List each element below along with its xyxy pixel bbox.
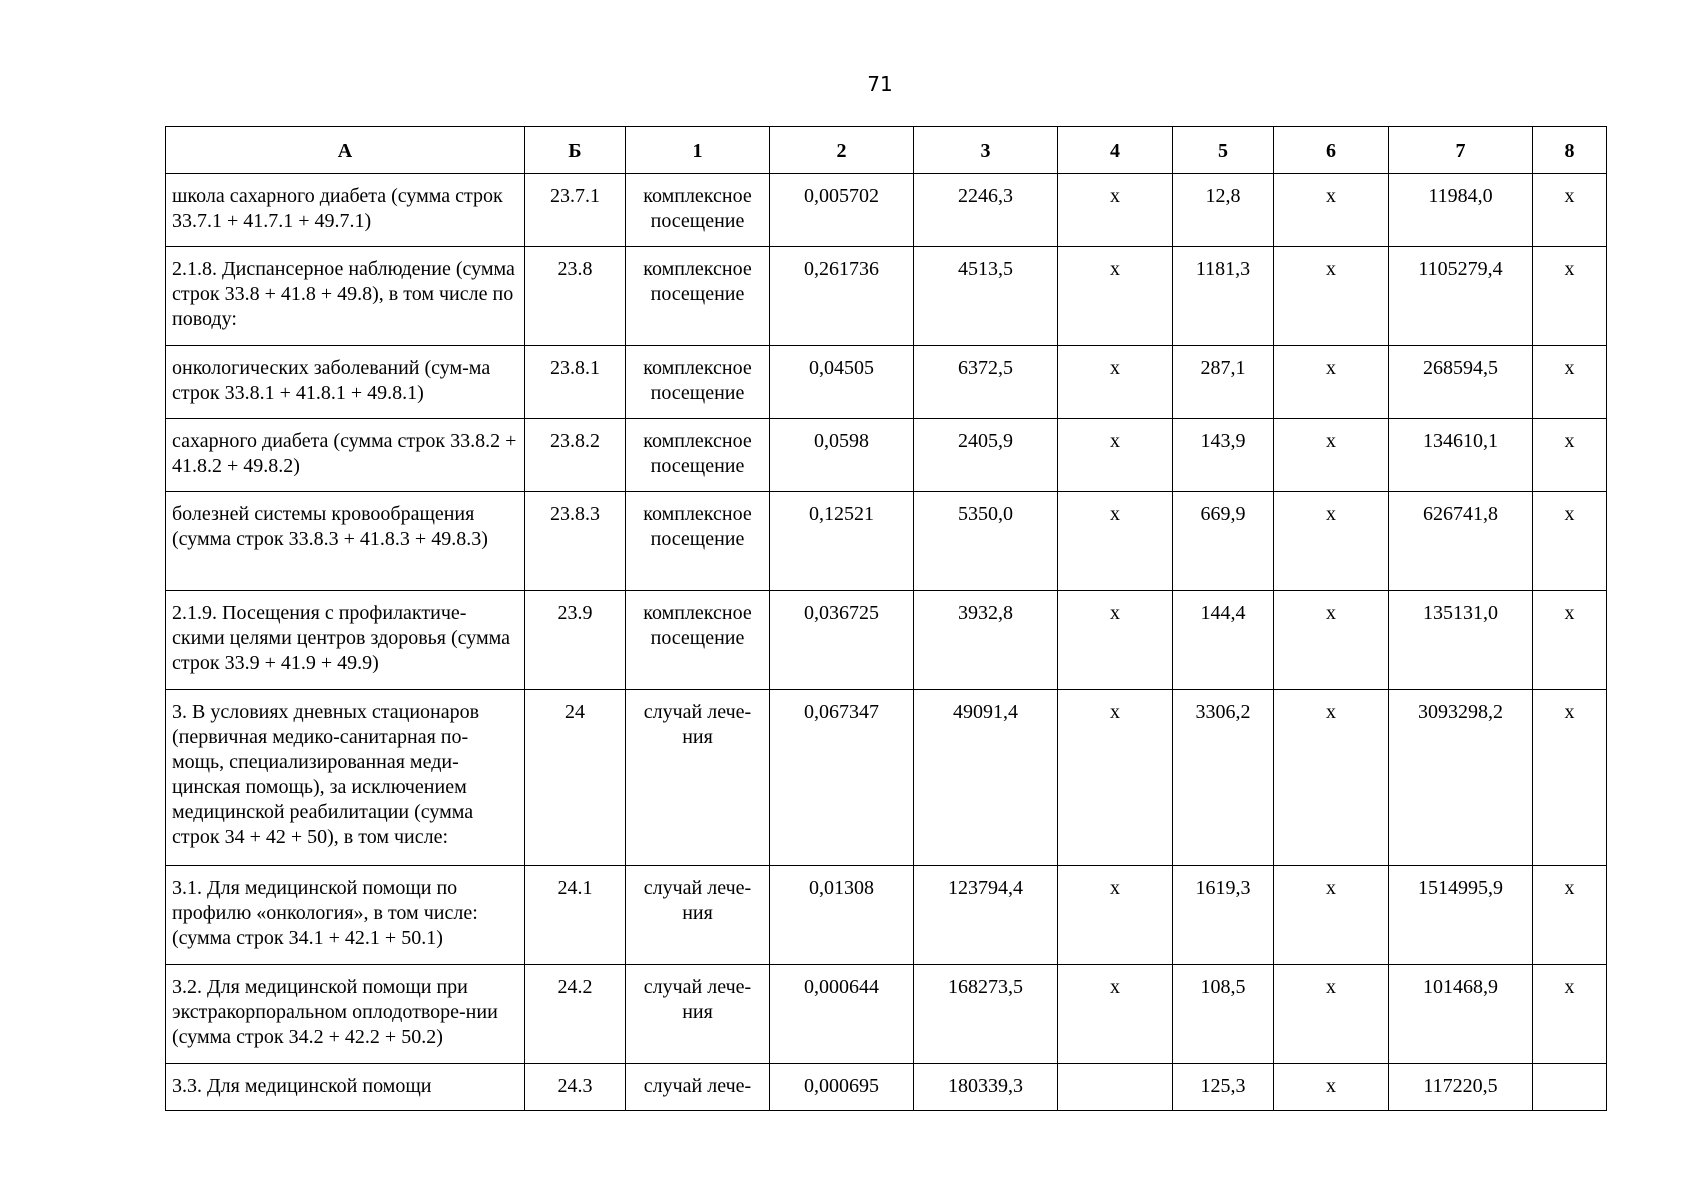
row-value-8: х (1533, 965, 1607, 1064)
row-value-5: 108,5 (1173, 965, 1274, 1064)
row-code: 23.8.1 (525, 346, 626, 419)
row-value-7: 3093298,2 (1389, 690, 1533, 866)
row-label: школа сахарного диабета (сумма строк 33.7.1 + 41.7.1 + 49.7.1) (166, 174, 525, 247)
row-value-2: 0,04505 (770, 346, 914, 419)
row-value-7: 101468,9 (1389, 965, 1533, 1064)
row-value-3: 168273,5 (914, 965, 1058, 1064)
table-row (166, 419, 1607, 492)
row-code: 23.8.3 (525, 492, 626, 591)
row-value-2: 0,12521 (770, 492, 914, 591)
row-value-5: 669,9 (1173, 492, 1274, 591)
row-value-8: х (1533, 866, 1607, 965)
row-value-3: 4513,5 (914, 247, 1058, 346)
row-value-8: х (1533, 419, 1607, 492)
row-value-6: х (1274, 690, 1389, 866)
row-label: сахарного диабета (сумма строк 33.8.2 + 41.8.2 + 49.8.2) (166, 419, 525, 492)
header-cell: 3 (914, 127, 1058, 174)
row-value-3: 49091,4 (914, 690, 1058, 866)
header-cell: 4 (1058, 127, 1173, 174)
row-value-4: х (1058, 866, 1173, 965)
table-row (166, 690, 1607, 866)
row-value-8: х (1533, 247, 1607, 346)
row-code: 23.9 (525, 591, 626, 690)
row-value-6: х (1274, 866, 1389, 965)
row-value-7: 1105279,4 (1389, 247, 1533, 346)
row-value-2: 0,067347 (770, 690, 914, 866)
row-unit: случай лече-ния (626, 866, 770, 965)
header-cell: 6 (1274, 127, 1389, 174)
row-value-5: 3306,2 (1173, 690, 1274, 866)
table-row (166, 1064, 1607, 1111)
row-label: 2.1.9. Посещения с профилактиче-скими целями центров здоровья (сумма строк 33.9 + 41.9 + 49.9) (166, 591, 525, 690)
row-value-5: 143,9 (1173, 419, 1274, 492)
row-unit: случай лече- (626, 1064, 770, 1111)
row-value-6: х (1274, 591, 1389, 690)
row-label: 3.1. Для медицинской помощи по профилю «онкология», в том числе: (сумма строк 34.1 + 42.1 + 50.1) (166, 866, 525, 965)
row-value-2: 0,0598 (770, 419, 914, 492)
row-value-6: х (1274, 1064, 1389, 1111)
row-label: 3.3. Для медицинской помощи (166, 1064, 525, 1111)
row-value-3: 2246,3 (914, 174, 1058, 247)
row-value-4: х (1058, 965, 1173, 1064)
row-value-4: х (1058, 591, 1173, 690)
page-number: 71 (867, 72, 893, 96)
table-row (166, 247, 1607, 346)
row-value-4 (1058, 1064, 1173, 1111)
row-value-7: 268594,5 (1389, 346, 1533, 419)
row-value-5: 1619,3 (1173, 866, 1274, 965)
row-value-6: х (1274, 492, 1389, 591)
header-cell: 5 (1173, 127, 1274, 174)
table-row (166, 492, 1607, 591)
row-code: 23.7.1 (525, 174, 626, 247)
row-unit: комплексное посещение (626, 492, 770, 591)
row-value-5: 125,3 (1173, 1064, 1274, 1111)
row-value-7: 11984,0 (1389, 174, 1533, 247)
row-unit: комплексное посещение (626, 174, 770, 247)
row-value-8: х (1533, 492, 1607, 591)
data-table (165, 126, 1607, 1111)
header-cell: 7 (1389, 127, 1533, 174)
header-cell: А (166, 127, 525, 174)
row-value-7: 626741,8 (1389, 492, 1533, 591)
row-value-2: 0,000644 (770, 965, 914, 1064)
row-value-2: 0,261736 (770, 247, 914, 346)
row-unit: комплексное посещение (626, 247, 770, 346)
row-value-7: 135131,0 (1389, 591, 1533, 690)
row-value-8: х (1533, 174, 1607, 247)
row-code: 24.1 (525, 866, 626, 965)
table-row (166, 174, 1607, 247)
row-value-5: 144,4 (1173, 591, 1274, 690)
row-value-8: х (1533, 690, 1607, 866)
row-value-2: 0,036725 (770, 591, 914, 690)
row-value-4: х (1058, 247, 1173, 346)
row-value-3: 2405,9 (914, 419, 1058, 492)
table-row (166, 591, 1607, 690)
table-header-row (166, 127, 1607, 174)
row-label: 3. В условиях дневных стационаров (первичная медико-санитарная по-мощь, специализированная меди-цинская помощь), за исключением медицинской реабилитации (сумма строк 34 + 42 + 50), в том числе: (166, 690, 525, 866)
row-code: 24 (525, 690, 626, 866)
row-value-2: 0,005702 (770, 174, 914, 247)
row-value-7: 117220,5 (1389, 1064, 1533, 1111)
table-row (166, 866, 1607, 965)
row-unit: случай лече-ния (626, 690, 770, 866)
row-unit: комплексное посещение (626, 346, 770, 419)
row-value-3: 123794,4 (914, 866, 1058, 965)
row-value-2: 0,000695 (770, 1064, 914, 1111)
row-unit: случай лече-ния (626, 965, 770, 1064)
row-value-6: х (1274, 419, 1389, 492)
header-cell: 8 (1533, 127, 1607, 174)
row-code: 24.3 (525, 1064, 626, 1111)
header-cell: 1 (626, 127, 770, 174)
row-value-3: 5350,0 (914, 492, 1058, 591)
row-unit: комплексное посещение (626, 591, 770, 690)
row-value-8: х (1533, 591, 1607, 690)
row-value-4: х (1058, 346, 1173, 419)
row-value-7: 134610,1 (1389, 419, 1533, 492)
row-value-2: 0,01308 (770, 866, 914, 965)
row-value-5: 1181,3 (1173, 247, 1274, 346)
row-value-4: х (1058, 419, 1173, 492)
row-unit: комплексное посещение (626, 419, 770, 492)
row-label: 2.1.8. Диспансерное наблюдение (сумма строк 33.8 + 41.8 + 49.8), в том числе по поводу: (166, 247, 525, 346)
row-value-6: х (1274, 965, 1389, 1064)
header-cell: Б (525, 127, 626, 174)
row-code: 23.8 (525, 247, 626, 346)
row-value-7: 1514995,9 (1389, 866, 1533, 965)
row-code: 24.2 (525, 965, 626, 1064)
row-code: 23.8.2 (525, 419, 626, 492)
row-value-6: х (1274, 174, 1389, 247)
row-value-3: 3932,8 (914, 591, 1058, 690)
row-value-8: х (1533, 346, 1607, 419)
row-value-3: 180339,3 (914, 1064, 1058, 1111)
header-cell: 2 (770, 127, 914, 174)
row-label: 3.2. Для медицинской помощи при экстракорпоральном оплодотворе-нии (сумма строк 34.2 + 42.2 + 50.2) (166, 965, 525, 1064)
row-value-6: х (1274, 247, 1389, 346)
table-row (166, 346, 1607, 419)
row-label: болезней системы кровообращения (сумма строк 33.8.3 + 41.8.3 + 49.8.3) (166, 492, 525, 591)
row-value-5: 12,8 (1173, 174, 1274, 247)
row-value-6: х (1274, 346, 1389, 419)
row-value-8 (1533, 1064, 1607, 1111)
row-label: онкологических заболеваний (сум-ма строк 33.8.1 + 41.8.1 + 49.8.1) (166, 346, 525, 419)
row-value-5: 287,1 (1173, 346, 1274, 419)
row-value-4: х (1058, 492, 1173, 591)
row-value-4: х (1058, 174, 1173, 247)
row-value-3: 6372,5 (914, 346, 1058, 419)
table-row (166, 965, 1607, 1064)
row-value-4: х (1058, 690, 1173, 866)
